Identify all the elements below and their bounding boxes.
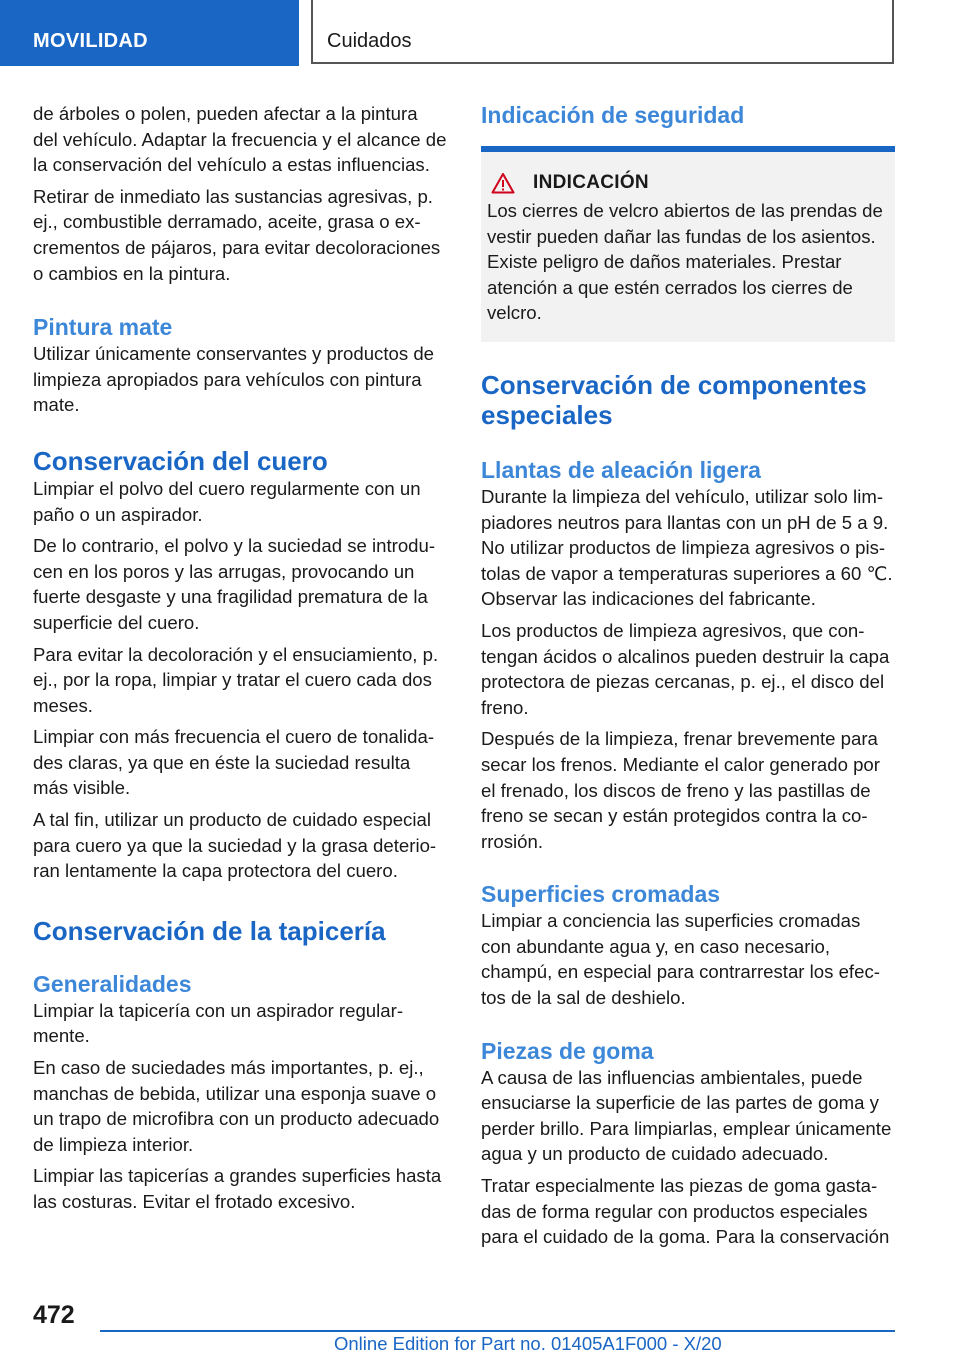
rubber-parts-heading: Piezas de goma bbox=[481, 1037, 654, 1064]
footer-divider bbox=[100, 1330, 895, 1332]
leather-paragraph-4: Limpiar con más frecuencia el cuero de tonalidades claras, ya que en éste la suciedad resulta más visible. bbox=[33, 726, 435, 799]
leather-paragraph-2: De lo contrario, el polvo y la suciedad se introducen en los poros y las arrugas, provocando un fuerte desgaste y una fragilidad prematura de la superficie del cuero. bbox=[33, 535, 436, 633]
chrome-paragraph-1: Limpiar a conciencia las superficies cromadas con abundante agua y, en caso necesario, champú, en especial para contrarrestar los efectos de la sal de deshielo. bbox=[481, 910, 880, 1009]
general-paragraph-3: Limpiar las tapicerías a grandes superficies hasta las costuras. Evitar el frotado excesivo. bbox=[33, 1165, 442, 1212]
intro-paragraph-1: de árboles o polen, pueden afectar a la pintura del vehículo. Adaptar la frecuencia y el alcance de la conservación del vehículo a estas influencias. bbox=[33, 103, 447, 176]
matte-paint-paragraph: Utilizar únicamente conservantes y productos de limpieza apropiados para vehículos con pintura mate. bbox=[33, 343, 435, 416]
footer-edition-text: Online Edition for Part no. 01405A1F000 - X/20 bbox=[334, 1333, 722, 1354]
general-heading: Generalidades bbox=[33, 970, 192, 997]
note-label: INDICACIÓN bbox=[533, 172, 649, 193]
warning-triangle-icon bbox=[491, 172, 515, 194]
alloy-paragraph-3: Después de la limpieza, frenar brevemente para secar los frenos. Mediante el calor generado por el frenado, los discos de freno y las pastillas de freno se secan y están protegidos contra la corrosión. bbox=[481, 728, 880, 852]
left-column bbox=[33, 101, 447, 1221]
rubber-paragraph-2: Tratar especialmente las piezas de goma gastadas de forma regular con productos especiales para el cuidado de la goma. Para la conservación bbox=[481, 1175, 890, 1248]
leather-paragraph-3: Para evitar la decoloración y el ensuciamiento, p. ej., por la ropa, limpiar y tratar el cuero cada dos meses. bbox=[33, 643, 439, 716]
leather-care-heading: Conservación del cuero bbox=[33, 445, 328, 476]
chrome-surfaces-heading: Superficies cromadas bbox=[481, 881, 721, 908]
general-paragraph-2: En caso de suciedades más importantes, p. ej., manchas de bebida, utilizar una esponja suave o un trapo de microfibra con un producto adecuado de limpieza interior. bbox=[33, 1057, 440, 1155]
alloy-paragraph-2: Los productos de limpieza agresivos, que contengan ácidos o alcalinos pueden destruir la capa protectora de piezas cercanas, p. ej., el disco del freno. bbox=[481, 619, 890, 718]
upholstery-care-heading: Conservación de la tapicería bbox=[33, 915, 386, 946]
note-text: Los cierres de velcro abiertos de las prendas de vestir pueden dañar las fundas de los asientos. Existe peligro de daños materiales. Prestar atención a que estén cerrados los cierres de velcro. bbox=[487, 200, 883, 324]
header-section-label: MOVILIDAD bbox=[33, 30, 148, 52]
page-number: 472 bbox=[33, 1301, 75, 1329]
special-components-heading: Conservación de componentes especiales bbox=[481, 369, 867, 430]
safety-note-box bbox=[481, 146, 895, 342]
leather-paragraph-5: A tal fin, utilizar un producto de cuidado especial para cuero ya que la suciedad y la grasa deterioran lentamente la capa protectora del cuero. bbox=[33, 809, 437, 882]
note-header bbox=[487, 172, 887, 194]
intro-paragraph-2: Retirar de inmediato las sustancias agresivas, p. ej., combustible derramado, aceite, grasa o excrementos de pájaros, para evitar decoloraciones o cambios en la pintura. bbox=[33, 185, 441, 284]
general-paragraph-1: Limpiar la tapicería con un aspirador regularmente. bbox=[33, 999, 404, 1047]
header-title-frame bbox=[311, 0, 894, 64]
matte-paint-heading: Pintura mate bbox=[33, 314, 173, 341]
header-title: Cuidados bbox=[327, 30, 412, 52]
safety-heading: Indicación de seguridad bbox=[481, 102, 745, 128]
right-column bbox=[481, 101, 895, 1256]
header-section-tab bbox=[0, 0, 299, 66]
rubber-paragraph-1: A causa de las influencias ambientales, puede ensuciarse la superficie de las partes de goma y perder brillo. Para limpiarlas, emplear únicamente agua y un producto de cuidado adecuado. bbox=[481, 1066, 892, 1165]
alloy-paragraph-1: Durante la limpieza del vehículo, utilizar solo limpiadores neutros para llantas con un pH de 5 a 9. No utilizar productos de limpieza agresivos o pistolas de vapor a temperaturas superiores a 60 ℃. Observar las indicaciones del fabricante. bbox=[481, 485, 893, 610]
alloy-wheels-heading: Llantas de aleación ligera bbox=[481, 456, 761, 483]
leather-paragraph-1: Limpiar el polvo del cuero regularmente con un paño o un aspirador. bbox=[33, 477, 421, 525]
